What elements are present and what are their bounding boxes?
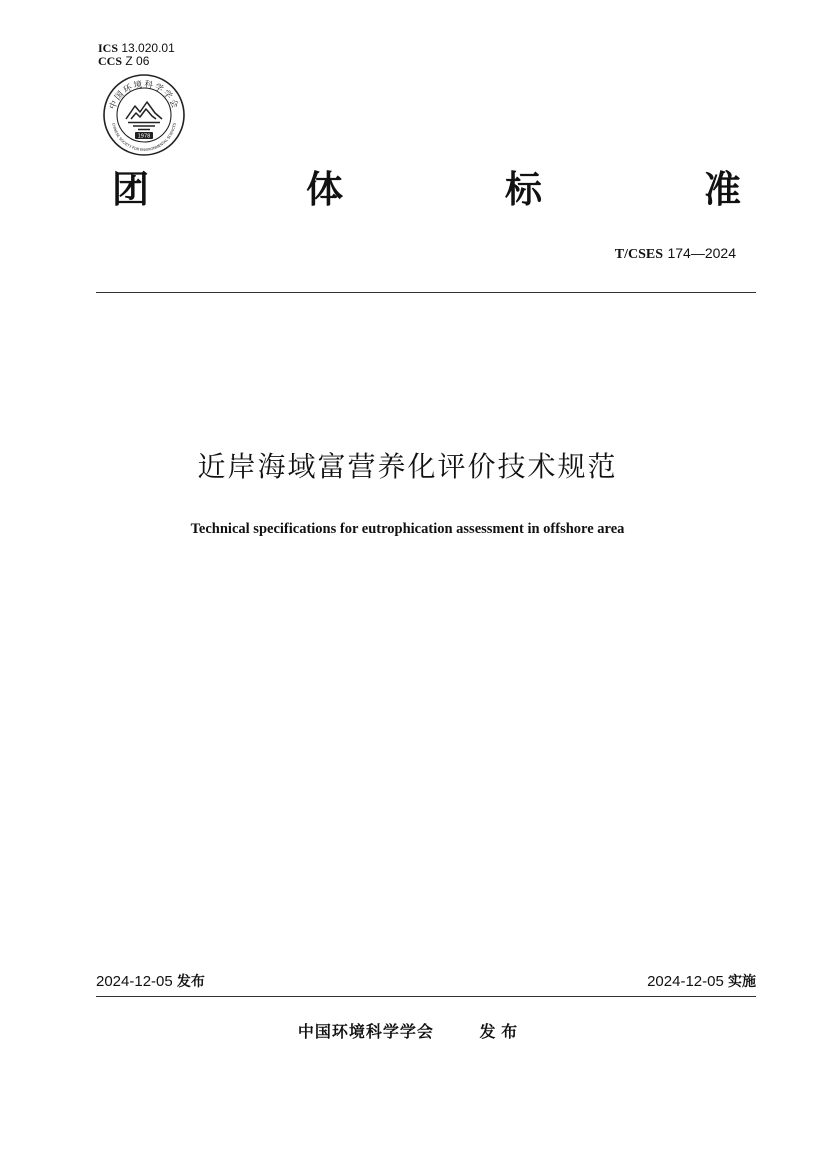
top-divider: [96, 292, 756, 293]
ics-value: 13.020.01: [121, 41, 175, 55]
bottom-divider: [96, 996, 756, 997]
ics-label: ICS: [98, 41, 119, 55]
header-char-4: 准: [704, 168, 741, 211]
release-date: 2024-12-05: [96, 973, 173, 990]
logo-year: 1978: [137, 133, 151, 140]
standard-number: [615, 244, 736, 264]
ccs-label: CCS: [98, 54, 123, 68]
ccs-code-line: [98, 55, 149, 67]
header-char-3: 标: [505, 168, 542, 211]
header-char-1: 团: [112, 168, 149, 211]
logo-mountain-emblem: [126, 102, 162, 130]
logo-ring-text-bottom: CHINESE SOCIETY FOR ENVIRONMENTAL SCIENCES: [111, 122, 177, 153]
society-logo: [102, 73, 186, 157]
effective-date-line: [647, 972, 756, 992]
effective-date: 2024-12-05: [647, 973, 724, 990]
release-label: 发布: [176, 974, 205, 990]
effective-label: 实施: [728, 974, 756, 990]
standard-number-prefix: T/CSES: [614, 247, 664, 262]
release-date-line: [96, 972, 205, 992]
ics-code-line: [98, 42, 175, 54]
publisher-line: [0, 1021, 815, 1043]
title-english: Technical specifications for eutrophication assessment in offshore area: [190, 521, 625, 537]
header-char-2: 体: [306, 168, 343, 211]
ccs-value: Z 06: [125, 54, 150, 68]
logo-ring-text-top: 中国环境科学学会: [107, 79, 181, 112]
publisher-action: 发 布: [479, 1022, 518, 1041]
title-chinese: 近岸海域富营养化评价技术规范: [197, 450, 618, 483]
publisher-name: 中国环境科学学会: [297, 1022, 434, 1041]
standard-number-suffix: 174—2024: [667, 245, 736, 261]
